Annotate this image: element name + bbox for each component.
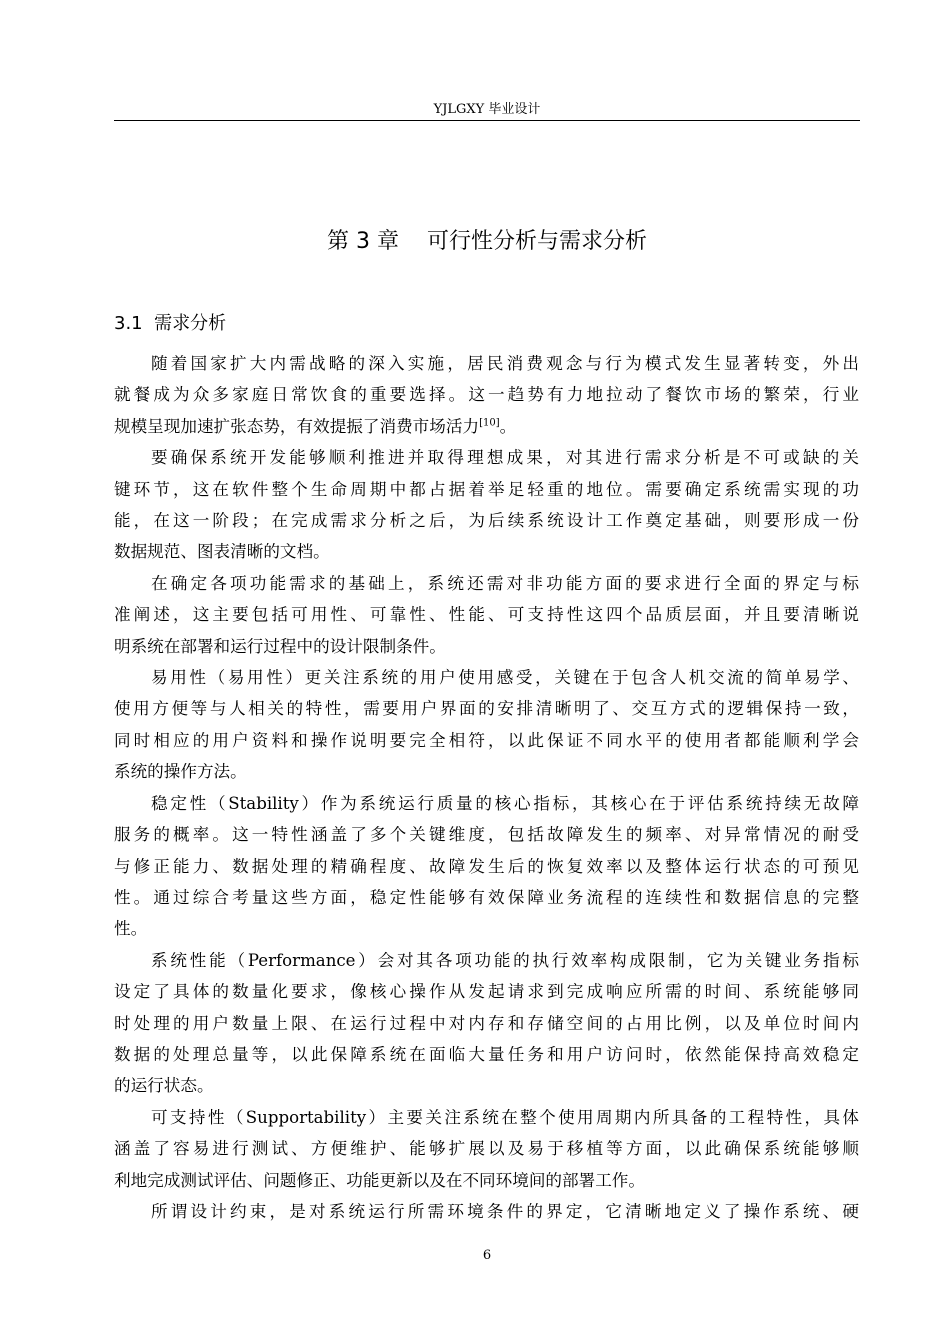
text-line: 明系统在部署和运行过程中的设计限制条件。: [114, 636, 446, 656]
paragraph: [114, 788, 859, 945]
text-line: 性。通过综合考量这些方面，稳定性能够有效保障业务流程的连续性和数据信息的完整: [114, 887, 859, 907]
text-line: 设定了具体的数量化要求，像核心操作从发起请求到完成响应所需的时间、系统能够同: [114, 982, 859, 1002]
paragraph: [114, 945, 859, 1102]
section-title: 3.1 需求分析: [114, 313, 227, 334]
text-line: 所谓设计约束，是对系统运行所需环境条件的界定，它清晰地定义了操作系统、硬: [151, 1201, 859, 1221]
text-line: 随着国家扩大内需战略的深入实施，居民消费观念与行为模式发生显著转变，外出: [151, 354, 859, 373]
text-line: 数据规范、图表清晰的文档。: [114, 542, 330, 562]
text-line: 性。: [114, 919, 148, 939]
citation-marker: [10]: [479, 417, 500, 429]
paragraph: [114, 1196, 859, 1227]
text-line: 使用方便等与人相关的特性，需要用户界面的安排清晰明了、交互方式的逻辑保持一致，: [114, 699, 859, 719]
text-line: [114, 411, 859, 442]
text-line: 要确保系统开发能够顺利推进并取得理想成果，对其进行需求分析是不可或缺的关: [151, 448, 859, 468]
text-line: 的运行状态。: [114, 1076, 214, 1096]
paragraph: [114, 442, 859, 568]
text-line: 利地完成测试评估、问题修正、功能更新以及在不同环境间的部署工作。: [114, 1170, 645, 1190]
body-text: [114, 348, 859, 1227]
text-line: 准阐述，这主要包括可用性、可靠性、性能、可支持性这四个品质层面，并且要清晰说: [114, 605, 859, 625]
text-line: 在确定各项功能需求的基础上，系统还需对非功能方面的要求进行全面的界定与标: [151, 573, 859, 593]
paragraph: [114, 662, 859, 788]
text-line: 时处理的用户数量上限、在运行过程中对内存和存储空间的占用比例，以及单位时间内: [114, 1013, 859, 1033]
text-line: 可支持性（Supportability）主要关注系统在整个使用周期内所具备的工程特性，具体: [151, 1107, 859, 1127]
text-line: 易用性（易用性）更关注系统的用户使用感受，关键在于包含人机交流的简单易学、: [151, 668, 859, 688]
text-line: 涵盖了容易进行测试、方便维护、能够扩展以及易于移植等方面，以此确保系统能够顺: [114, 1139, 859, 1159]
text-line: 数据的处理总量等，以此保障系统在面临大量任务和用户访问时，依然能保持高效稳定: [114, 1044, 859, 1064]
text-line: 键环节，这在软件整个生命周期中都占据着举足轻重的地位。需要确定系统需实现的功: [114, 479, 859, 499]
text-line: 系统性能（Performance）会对其各项功能的执行效率构成限制，它为关键业务指标: [151, 950, 859, 970]
text-line: 稳定性（Stability）作为系统运行质量的核心指标，其核心在于评估系统持续无故障: [151, 793, 859, 813]
paragraph: [114, 568, 859, 662]
text-line: 能，在这一阶段；在完成需求分析之后，为后续系统设计工作奠定基础，则要形成一份: [114, 511, 859, 531]
text-run: 。: [499, 416, 517, 436]
page-header: YJLGXY 毕业设计: [433, 102, 541, 117]
header-rule: [114, 120, 860, 121]
text-line: 服务的概率。这一特性涵盖了多个关键维度，包括故障发生的频率、对异常情况的耐受: [114, 825, 859, 845]
text-line: 同时相应的用户资料和操作说明要完全相符，以此保证不同水平的使用者都能顺利学会: [114, 730, 859, 750]
text-line: 与修正能力、数据处理的精确程度、故障发生后的恢复效率以及整体运行状态的可预见: [114, 856, 859, 876]
text-run: 规模呈现加速扩张态势，有效提振了消费市场活力: [114, 416, 480, 436]
text-line: 就餐成为众多家庭日常饮食的重要选择。这一趋势有力地拉动了餐饮市场的繁荣，行业: [114, 385, 859, 405]
page-number: 6: [482, 1248, 492, 1263]
text-line: 系统的操作方法。: [114, 762, 247, 782]
paragraph: [114, 348, 859, 442]
paragraph: [114, 1102, 859, 1196]
chapter-title: 第 3 章 可行性分析与需求分析: [327, 229, 647, 254]
